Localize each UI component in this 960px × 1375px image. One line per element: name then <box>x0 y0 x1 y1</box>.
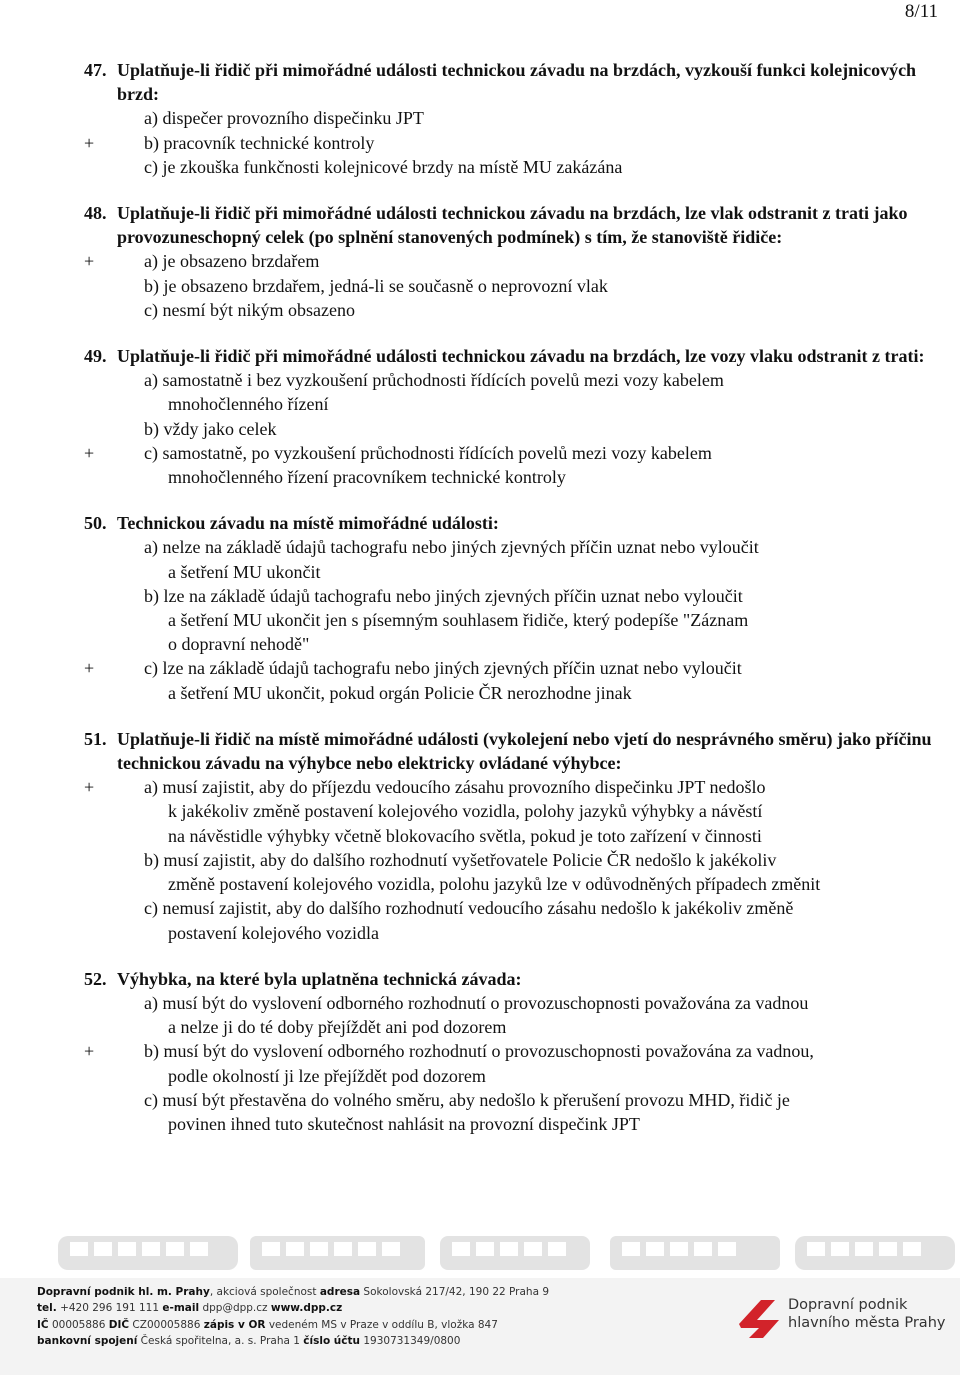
answer-option <box>84 298 944 322</box>
question-title <box>84 58 944 106</box>
question <box>84 727 944 945</box>
answer-option <box>84 417 944 441</box>
answer-text-continuation: mnohočlenného řízení pracovníkem technické kontroly <box>168 467 566 488</box>
answer-text: b) vždy jako celek <box>144 418 277 439</box>
company-form: , akciová společnost <box>209 1286 320 1298</box>
dic-label: DIČ <box>108 1318 130 1331</box>
registry-value: vedeném MS v Praze v oddílu B, vložka 847 <box>265 1318 498 1331</box>
answer-text: c) samostatně, po vyzkoušení průchodnosti řídících povelů mezi vozy kabelem <box>144 442 712 463</box>
answer-option <box>84 991 944 1039</box>
answer-text: c) je zkouška funkčnosti kolejnicové brzdy na místě MU zakázána <box>144 156 623 177</box>
dic-value: CZ00005886 <box>129 1318 204 1331</box>
answer-text-continuation: k jakékoliv změně postavení kolejového vozidla, polohy jazyků výhybky a návěstí <box>168 801 763 822</box>
answer-text: b) musí být do vyslovení odborného rozhodnutí o provozuschopnosti považována za vadnou, <box>144 1041 814 1062</box>
question <box>84 511 944 705</box>
question <box>84 344 944 489</box>
answer-option <box>84 274 944 298</box>
account-label: číslo účtu <box>303 1335 361 1348</box>
ic-value: 00005886 <box>48 1318 109 1331</box>
question-text: Uplatňuje-li řidič při mimořádné události technickou závadu na brzdách, vyzkouší funkci kolejnicových brzd: <box>117 60 917 105</box>
answer-text-continuation: na návěstidle výhybky včetně blokovacího světla, pokud je toto zařízení v činnosti <box>168 825 762 846</box>
answer-text: a) je obsazeno brzdařem <box>144 251 320 272</box>
answer-option <box>84 656 944 704</box>
correct-answer-marker: + <box>84 777 95 798</box>
question-number: 51. <box>84 728 107 749</box>
answer-option <box>84 131 944 155</box>
logo-line-2: hlavního města Prahy <box>788 1315 946 1331</box>
question-number: 49. <box>84 346 107 367</box>
email-label: e-mail <box>162 1302 200 1315</box>
question-list <box>84 58 944 1158</box>
bank-value: Česká spořitelna, a. s. Praha 1 <box>137 1335 304 1348</box>
question <box>84 201 944 322</box>
question-title <box>84 727 944 775</box>
answer-text-continuation: mnohočlenného řízení <box>168 394 329 415</box>
registry-label: zápis v OR <box>203 1318 266 1331</box>
logo-text <box>788 1296 945 1332</box>
tram-silhouettes-decoration <box>0 1228 960 1276</box>
answer-text-continuation: podle okolností ji lze přejíždět pod dozorem <box>168 1065 486 1086</box>
answer-text-continuation: a šetření MU ukončit, pokud orgán Policie ČR nerozhodne jinak <box>168 682 632 703</box>
tel-label: tel. <box>37 1302 57 1315</box>
answer-option <box>84 441 944 489</box>
answer-option <box>84 155 944 179</box>
answer-text: c) lze na základě údajů tachografu nebo jiných zjevných příčin uznat nebo vyloučit <box>144 658 742 679</box>
answer-option <box>84 775 944 848</box>
company-info <box>37 1284 549 1350</box>
answer-text-continuation: a nelze ji do té doby přejíždět ani pod dozorem <box>168 1017 507 1038</box>
answer-option <box>84 1088 944 1136</box>
footer <box>0 1278 960 1375</box>
answer-text: c) musí být přestavěna do volného směru, aby nedošlo k přerušení provozu MHD, řidič je <box>144 1089 790 1110</box>
question <box>84 58 944 179</box>
question-number: 52. <box>84 968 107 989</box>
answer-text: b) musí zajistit, aby do dalšího rozhodnutí vyšetřovatele Policie ČR nedošlo k jakékoliv <box>144 849 777 870</box>
answer-text: a) samostatně i bez vyzkoušení průchodnosti řídících povelů mezi vozy kabelem <box>144 370 724 391</box>
answer-option <box>84 249 944 273</box>
account-value: 1930731349/0800 <box>360 1335 461 1348</box>
answer-text: a) dispečer provozního dispečinku JPT <box>144 108 424 129</box>
address-value: Sokolovská 217/42, 190 22 Praha 9 <box>360 1286 550 1298</box>
answer-option <box>84 368 944 416</box>
answer-text-continuation: postavení kolejového vozidla <box>168 922 379 943</box>
answer-option <box>84 106 944 130</box>
answer-text-continuation: o dopravní nehodě" <box>168 634 310 655</box>
answer-option <box>84 1039 944 1087</box>
bank-label: bankovní spojení <box>37 1335 138 1348</box>
correct-answer-marker: + <box>84 251 95 272</box>
email-value: dpp@dpp.cz <box>199 1302 271 1315</box>
correct-answer-marker: + <box>84 132 95 153</box>
ic-label: IČ <box>37 1318 49 1331</box>
answer-option <box>84 896 944 944</box>
question-text: Uplatňuje-li řidič na místě mimořádné události (vykolejení nebo vjetí do nesprávného směru) jako příčinu technickou závadu na výhybce nebo elektricky ovládané výhybce: <box>117 728 932 774</box>
answer-text: c) nesmí být nikým obsazeno <box>144 299 355 320</box>
question <box>84 967 944 1136</box>
question-number: 47. <box>84 60 107 80</box>
question-number: 50. <box>84 513 107 534</box>
answer-text-continuation: povinen ihned tuto skutečnost nahlásit na provozní dispečink JPT <box>168 1113 640 1134</box>
question-title <box>84 201 944 249</box>
question-text: Uplatňuje-li řidič při mimořádné události technickou závadu na brzdách, lze vlak odstranit z trati jako provozuneschopný celek (po splnění stanovených podmínek) s tím, že stanoviště řidiče: <box>117 203 908 248</box>
company-name: Dopravní podnik hl. m. Prahy <box>37 1286 210 1298</box>
correct-answer-marker: + <box>84 658 95 679</box>
question-text: Technickou závadu na místě mimořádné události: <box>117 513 499 534</box>
answer-text: c) nemusí zajistit, aby do dalšího rozhodnutí vedoucího zásahu nedošlo k jakékoliv změně <box>144 898 794 919</box>
question-text: Uplatňuje-li řidič při mimořádné události technickou závadu na brzdách, lze vozy vlaku odstranit z trati: <box>117 346 925 367</box>
answer-option <box>84 535 944 583</box>
answer-text: b) je obsazeno brzdařem, jedná-li se současně o neprovozní vlak <box>144 275 608 296</box>
answer-option <box>84 848 944 896</box>
page-number: 8/11 <box>904 1 938 22</box>
question-title <box>84 344 944 368</box>
correct-answer-marker: + <box>84 442 95 463</box>
question-title <box>84 511 944 535</box>
answer-text-continuation: a šetření MU ukončit <box>168 561 321 582</box>
answer-option <box>84 584 944 657</box>
answer-text: a) musí zajistit, aby do příjezdu vedoucího zásahu provozního dispečinku JPT nedošlo <box>144 777 766 798</box>
answer-text: a) nelze na základě údajů tachografu nebo jiných zjevných příčin uznat nebo vyloučit <box>144 537 759 558</box>
question-number: 48. <box>84 203 107 224</box>
answer-text-continuation: změně postavení kolejového vozidla, polohu jazyků lze v odůvodněných případech změnit <box>168 874 821 895</box>
address-label: adresa <box>319 1286 361 1298</box>
answer-text: a) musí být do vyslovení odborného rozhodnutí o provozuschopnosti považována za vadnou <box>144 992 809 1013</box>
logo-line-1: Dopravní podnik <box>788 1297 908 1313</box>
answer-text: b) pracovník technické kontroly <box>144 132 375 153</box>
website-link[interactable]: www.dpp.cz <box>270 1302 343 1315</box>
tel-value: +420 296 191 111 <box>56 1302 163 1315</box>
question-text: Výhybka, na které byla uplatněna technická závada: <box>117 968 522 989</box>
question-title <box>84 967 944 991</box>
correct-answer-marker: + <box>84 1041 95 1062</box>
answer-text-continuation: a šetření MU ukončit jen s písemným souhlasem řidiče, který podepíše "Záznam <box>168 610 749 631</box>
answer-text: b) lze na základě údajů tachografu nebo jiných zjevných příčin uznat nebo vyloučit <box>144 585 743 606</box>
